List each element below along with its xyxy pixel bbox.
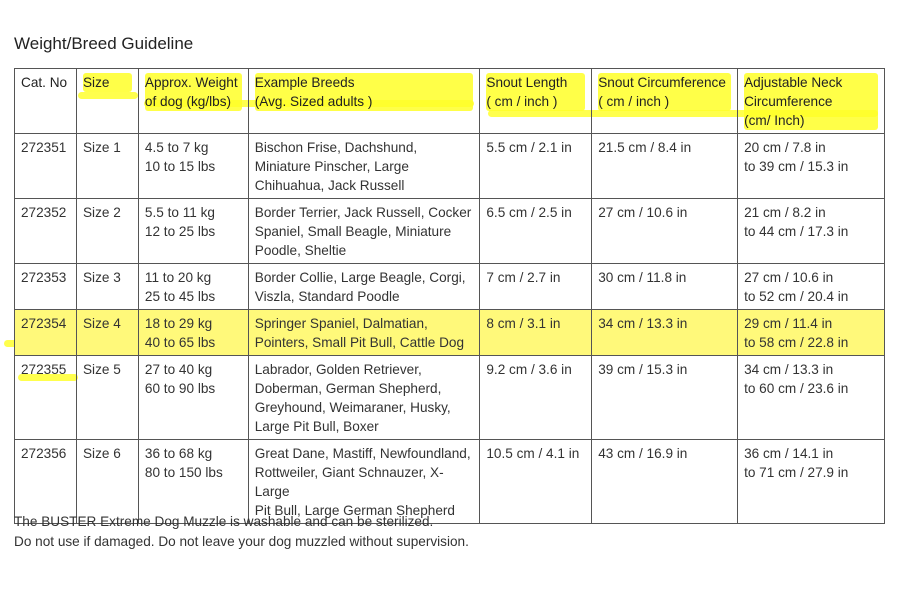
footer-line-1: The BUSTER Extreme Dog Muzzle is washable and can be sterilized. [14, 514, 434, 529]
table-header-row [15, 69, 885, 134]
cell-size: Size 5 [76, 356, 138, 440]
header-neck-circumference: Adjustable Neck Circumference (cm/ Inch) [738, 69, 885, 134]
weight-breed-table [14, 68, 885, 524]
cell-cat-no: 272351 [15, 134, 77, 199]
cell-snout-length: 9.2 cm / 3.6 in [480, 356, 592, 440]
cell-size: Size 3 [76, 264, 138, 310]
cell-size: Size 1 [76, 134, 138, 199]
cell-weight: 4.5 to 7 kg 10 to 15 lbs [138, 134, 248, 199]
cell-snout-circumference: 43 cm / 16.9 in [592, 440, 738, 524]
cell-size: Size 2 [76, 199, 138, 264]
cell-neck-circumference: 36 cm / 14.1 in to 71 cm / 27.9 in [738, 440, 885, 524]
table-row [15, 440, 885, 524]
cell-snout-circumference: 21.5 cm / 8.4 in [592, 134, 738, 199]
table-row [15, 264, 885, 310]
header-weight: Approx. Weight of dog (kg/lbs) [138, 69, 248, 134]
table-row-highlighted [15, 310, 885, 356]
cell-snout-length: 7 cm / 2.7 in [480, 264, 592, 310]
cell-breeds: Border Collie, Large Beagle, Corgi, Viszla, Standard Poodle [248, 264, 480, 310]
cell-breeds: Border Terrier, Jack Russell, Cocker Spaniel, Small Beagle, Miniature Poodle, Sheltie [248, 199, 480, 264]
cell-snout-circumference: 30 cm / 11.8 in [592, 264, 738, 310]
cell-snout-length: 8 cm / 3.1 in [480, 310, 592, 356]
cell-size: Size 4 [76, 310, 138, 356]
cell-weight: 5.5 to 11 kg 12 to 25 lbs [138, 199, 248, 264]
header-size: Size [76, 69, 138, 134]
cell-snout-length: 6.5 cm / 2.5 in [480, 199, 592, 264]
cell-cat-no: 272352 [15, 199, 77, 264]
cell-breeds: Labrador, Golden Retriever, Doberman, German Shepherd, Greyhound, Weimaraner, Husky, Large Pit Bull, Boxer [248, 356, 480, 440]
table-row [15, 356, 885, 440]
cell-snout-length: 5.5 cm / 2.1 in [480, 134, 592, 199]
page-title: Weight/Breed Guideline [14, 34, 194, 53]
cell-weight: 27 to 40 kg 60 to 90 lbs [138, 356, 248, 440]
cell-weight: 36 to 68 kg 80 to 150 lbs [138, 440, 248, 524]
cell-breeds: Springer Spaniel, Dalmatian, Pointers, Small Pit Bull, Cattle Dog [248, 310, 480, 356]
header-snout-length: Snout Length ( cm / inch ) [480, 69, 592, 134]
table-row [15, 199, 885, 264]
cell-size: Size 6 [76, 440, 138, 524]
table-row [15, 134, 885, 199]
cell-neck-circumference: 20 cm / 7.8 in to 39 cm / 15.3 in [738, 134, 885, 199]
header-snout-circumference: Snout Circumference ( cm / inch ) [592, 69, 738, 134]
cell-cat-no: 272356 [15, 440, 77, 524]
cell-snout-length: 10.5 cm / 4.1 in [480, 440, 592, 524]
cell-weight: 11 to 20 kg 25 to 45 lbs [138, 264, 248, 310]
cell-breeds: Bischon Frise, Dachshund, Miniature Pinscher, Large Chihuahua, Jack Russell [248, 134, 480, 199]
cell-neck-circumference: 29 cm / 11.4 in to 58 cm / 22.8 in [738, 310, 885, 356]
cell-neck-circumference: 34 cm / 13.3 in to 60 cm / 23.6 in [738, 356, 885, 440]
footer-note [14, 512, 469, 552]
cell-snout-circumference: 27 cm / 10.6 in [592, 199, 738, 264]
cell-snout-circumference: 34 cm / 13.3 in [592, 310, 738, 356]
cell-neck-circumference: 27 cm / 10.6 in to 52 cm / 20.4 in [738, 264, 885, 310]
cell-cat-no: 272355 [15, 356, 77, 440]
cell-neck-circumference: 21 cm / 8.2 in to 44 cm / 17.3 in [738, 199, 885, 264]
cell-cat-no: 272354 [15, 310, 77, 356]
cell-snout-circumference: 39 cm / 15.3 in [592, 356, 738, 440]
cell-weight: 18 to 29 kg 40 to 65 lbs [138, 310, 248, 356]
cell-cat-no: 272353 [15, 264, 77, 310]
header-breeds: Example Breeds (Avg. Sized adults ) [248, 69, 480, 134]
header-cat-no: Cat. No [15, 69, 77, 134]
cell-breeds: Great Dane, Mastiff, Newfoundland, Rottweiler, Giant Schnauzer, X-Large Pit Bull, Large German Shepherd [248, 440, 480, 524]
footer-line-2: Do not use if damaged. Do not leave your dog muzzled without supervision. [14, 534, 469, 549]
